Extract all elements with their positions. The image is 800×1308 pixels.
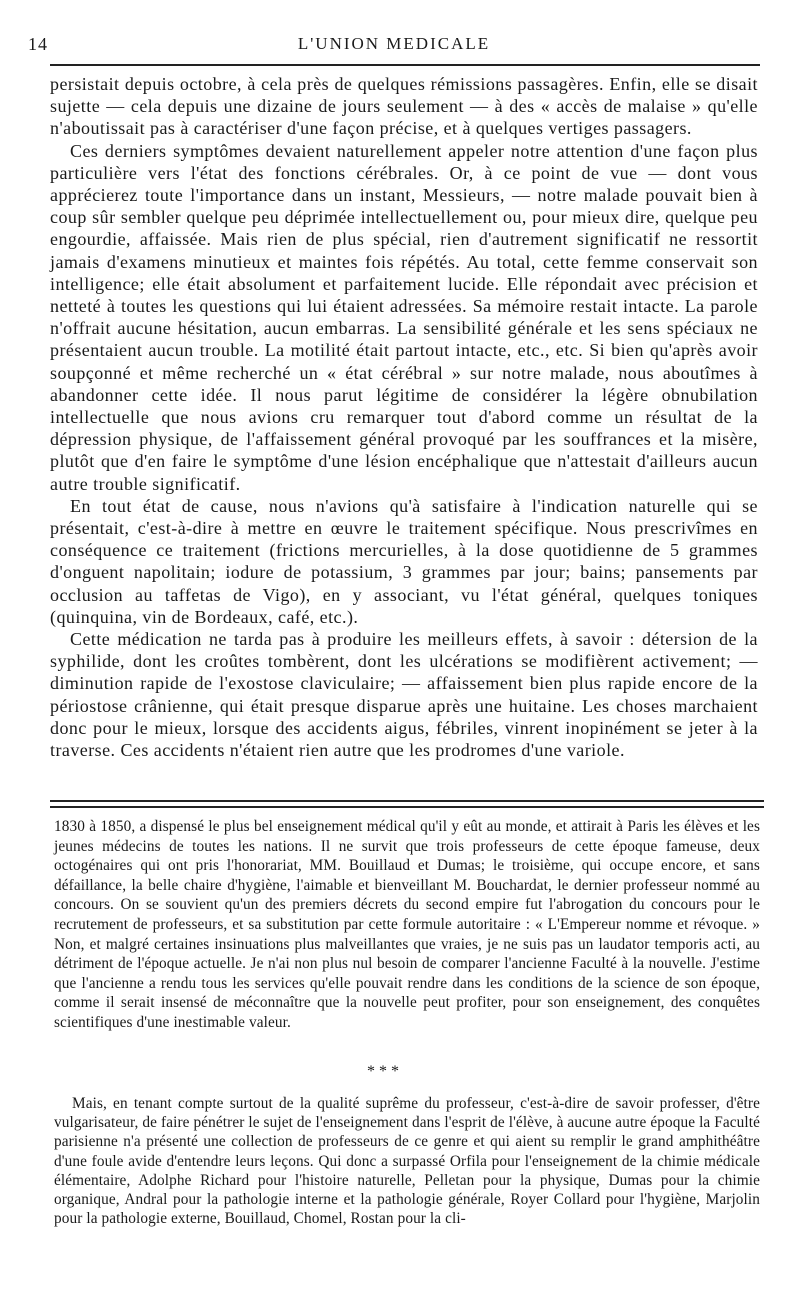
feuilleton-text	[54, 817, 760, 1033]
feuilleton-paragraph: 1830 à 1850, a dispensé le plus bel enseignement médical qu'il y eût au monde, et attirait à Paris les élèves et les jeunes médecins de toutes les nations. Il ne survit que trois professeurs de cette époque fameuse, deux octogénaires qui ont pris l'honorariat, MM. Bouillaud et Dumas; le troisième, qui occupe encore, et sans défaillance, la belle chaire d'hygiène, l'aimable et bienveillant M. Bouchardat, le dernier professeur nommé au concours. On se souvient qu'un des premiers décrets du second empire fut l'abrogation du concours pour le recrutement de professeurs, et sa substitution par cette formule autoritaire : « L'Empereur nomme et révoque. » Non, et malgré certaines insinuations plus malveillantes que vraies, je ne suis pas un laudator temporis acti, au détriment de l'époque actuelle. Je n'ai non plus nul besoin de comparer l'ancienne Faculté à la nouvelle. J'estime que l'ancienne a rendu tous les services qu'elle pouvait rendre dans les conditions de la science de son époque, comme il serait insensé de méconnaître que la nouvelle peut profiter, pour son enseignement, des conquêtes scientifiques d'une inestimable valeur.	[54, 818, 760, 1031]
main-paragraph: persistait depuis octobre, à cela près de quelques rémissions passagères. Enfin, elle se disait sujette — cela depuis une dizaine de jours seulement — à des « accès de malaise » qu'elle n'aboutissait pas à caractériser d'une façon précise, et à quelques vertiges passagers.	[50, 74, 758, 139]
main-paragraph: En tout état de cause, nous n'avions qu'à satisfaire à l'indication naturelle qui se présentait, c'est-à-dire à mettre en œuvre le traitement spécifique. Nous prescrivîmes en conséquence ce traitement (frictions mercurielles, à la dose quotidienne de 5 grammes d'onguent napolitain; iodure de potassium, 3 grammes par jour; bains; pansements par occlusion au taffetas de Vigo), en y associant, vu l'état général, quelques toniques (quinquina, vin de Bordeaux, café, etc.).	[50, 495, 758, 627]
feuilleton-separator-rule	[50, 800, 764, 802]
feuilleton-text-continued	[54, 1094, 760, 1228]
page-header	[28, 34, 760, 64]
feuilleton-separator-rule	[50, 806, 764, 808]
feuilleton-paragraph: Mais, en tenant compte surtout de la qualité suprême du professeur, c'est-à-dire de savoir professer, d'être vulgarisateur, de faire pénétrer le sujet de l'enseignement dans l'esprit de l'élève, à aucune autre époque la Faculté parisienne n'a présenté une collection de professeurs de ce genre et qui aient su remplir le grand amphithéâtre d'une foule avide d'entendre leurs leçons. Qui donc a surpassé Orfila pour l'enseignement de la chimie médicale élémentaire, Adolphe Richard pour l'histoire naturelle, Pelletan pour la physique, Dumas pour la chimie organique, Andral pour la pathologie interne et la pathologie générale, Royer Collard pour l'hygiène, Marjolin pour la pathologie externe, Bouillaud, Chomel, Rostan pour la cli-	[54, 1095, 760, 1228]
running-title: L'UNION MEDICALE	[297, 34, 491, 53]
page-number: 14	[28, 34, 48, 54]
main-paragraph: Cette médication ne tarda pas à produire les meilleurs effets, à savoir : détersion de la syphilide, dont les croûtes tombèrent, dont les ulcérations se modifièrent activement; — diminution rapide de l'exostose claviculaire; — affaissement bien plus rapide encore de la périostose crânienne, qui était presque disparue après une huitaine. Les choses marchaient donc pour le mieux, lorsque des accidents aigus, fébriles, vinrent inopinément se jeter à la traverse. Ces accidents n'étaient rien autre que les prodromes d'une variole.	[50, 629, 758, 761]
main-paragraph: Ces derniers symptômes devaient naturellement appeler notre attention d'une façon plus particulière vers l'état des fonctions cérébrales. Or, à ce point de vue — dont vous apprécierez toute l'importance dans un instant, Messieurs, — notre malade pouvait bien à coup sûr sembler quelque peu déprimée intellectuellement ou, pour mieux dire, quelque peu engourdie, affaissée. Mais rien de plus spécial, rien d'autrement significatif ne ressortit jamais d'examens minutieux et maintes fois répétés. Au total, cette femme conservait son intelligence; elle était absolument et parfaitement lucide. Elle répondait avec précision et netteté à toutes les questions qui lui étaient adressées. Sa mémoire restait intacte. La parole n'offrait aucune hésitation, aucun embarras. La sensibilité générale et les sens spéciaux ne présentaient aucun trouble. La motilité était partout intacte, etc., etc. Si bien qu'après avoir soupçonné et même recherché un « état cérébral » sur notre malade, nous aboutîmes à abandonner cette idée. Il nous parut légitime de considérer la légère obnubilation intellectuelle que nous avions cru remarquer tout d'abord comme un résultat de la dépression physique, de l'affaissement général provoqué par les souffrances et la misère, plutôt que d'en faire le symptôme d'une lésion encéphalique que n'attestait d'ailleurs aucun autre trouble significatif.	[50, 140, 758, 494]
main-article-text	[50, 73, 758, 761]
asterism: * * *	[367, 1063, 399, 1080]
header-rule	[50, 64, 760, 66]
